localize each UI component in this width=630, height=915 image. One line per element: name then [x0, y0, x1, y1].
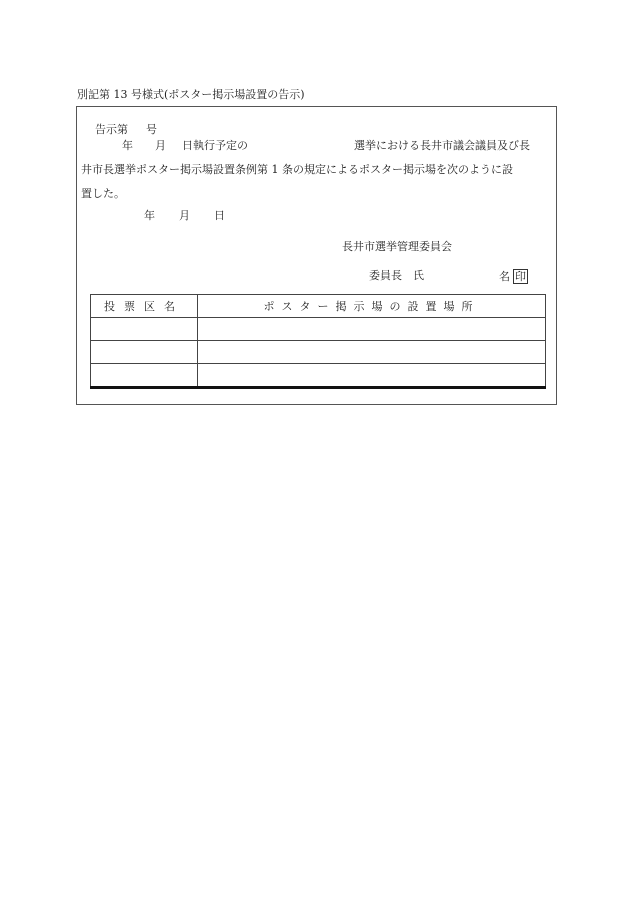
- body-line-1-election: 選挙における長井市議会議員及び長: [354, 139, 530, 152]
- cell-poster-location: [198, 341, 546, 364]
- issuer-name-label: 名: [499, 270, 510, 283]
- cell-voting-district: [91, 341, 198, 364]
- notice-number-suffix: 号: [146, 123, 157, 136]
- seal-stamp-box: 印: [515, 270, 526, 283]
- notice-number-prefix: 告示第: [95, 123, 128, 136]
- cell-voting-district: [91, 364, 198, 388]
- header-poster-location: ポスター掲示場の設置場所: [198, 295, 546, 318]
- date-month: 月: [179, 209, 190, 222]
- date-year: 年: [144, 209, 155, 222]
- body-line-2: 井市長選挙ポスター掲示場設置条例第 1 条の規定によるポスター掲示場を次のように設: [81, 163, 513, 176]
- cell-voting-district: [91, 318, 198, 341]
- date-day: 日: [214, 209, 225, 222]
- table-row: [91, 364, 546, 388]
- date-line: [144, 209, 225, 223]
- notice-frame: [76, 106, 557, 405]
- body-line-3: 置した。: [81, 187, 125, 200]
- notice-number-line: [95, 123, 157, 137]
- table-row: [91, 341, 546, 364]
- header-voting-district: 投票区名: [91, 295, 198, 318]
- body-month: 月: [155, 139, 166, 152]
- form-title: 別記第 13 号様式(ポスター掲示場設置の告示): [77, 88, 305, 101]
- body-line-1: [122, 139, 248, 153]
- table-header-row: [91, 295, 546, 318]
- issuer-name-line: [499, 269, 528, 284]
- issuer-title: 委員長 氏: [369, 269, 424, 282]
- body-year: 年: [122, 139, 133, 152]
- cell-poster-location: [198, 364, 546, 388]
- cell-poster-location: [198, 318, 546, 341]
- poster-location-table: [90, 294, 546, 389]
- issuer-org: 長井市選挙管理委員会: [342, 240, 452, 253]
- body-day-exec: 日執行予定の: [182, 139, 248, 152]
- table-row: [91, 318, 546, 341]
